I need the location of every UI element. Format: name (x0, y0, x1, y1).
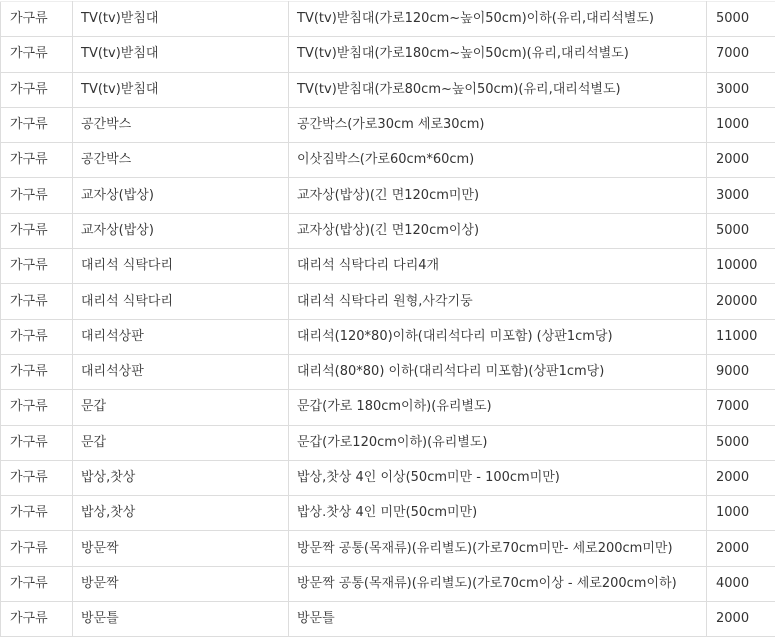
spec-cell: 방문틀 (289, 602, 707, 637)
table-row (1, 213, 775, 248)
fee-cell: 10000 (707, 249, 775, 284)
category-cell: 가구류 (1, 460, 73, 495)
item-name-cell: 대리석 식탁다리 (73, 284, 289, 319)
item-name-cell: 공간박스 (73, 143, 289, 178)
spec-cell: 방문짝 공통(목재류)(유리별도)(가로70cm이상 - 세로200cm이하) (289, 566, 707, 601)
category-cell: 가구류 (1, 143, 73, 178)
fee-cell: 2000 (707, 143, 775, 178)
fee-table-body (1, 2, 775, 637)
fee-cell: 5000 (707, 213, 775, 248)
category-cell: 가구류 (1, 425, 73, 460)
fee-cell: 9000 (707, 354, 775, 389)
table-row (1, 249, 775, 284)
fee-table (0, 1, 775, 637)
table-row (1, 460, 775, 495)
category-cell: 가구류 (1, 284, 73, 319)
item-name-cell: 교자상(밥상) (73, 213, 289, 248)
fee-cell: 3000 (707, 72, 775, 107)
item-name-cell: TV(tv)받침대 (73, 72, 289, 107)
item-name-cell: 공간박스 (73, 107, 289, 142)
item-name-cell: 대리석 식탁다리 (73, 249, 289, 284)
spec-cell: 대리석 식탁다리 원형,사각기둥 (289, 284, 707, 319)
fee-cell: 5000 (707, 425, 775, 460)
item-name-cell: TV(tv)받침대 (73, 37, 289, 72)
fee-cell: 5000 (707, 2, 775, 37)
table-row (1, 2, 775, 37)
spec-cell: 대리석(120*80)이하(대리석다리 미포함) (상판1cm당) (289, 319, 707, 354)
fee-cell: 11000 (707, 319, 775, 354)
table-row (1, 354, 775, 389)
fee-cell: 1000 (707, 107, 775, 142)
category-cell: 가구류 (1, 249, 73, 284)
category-cell: 가구류 (1, 178, 73, 213)
table-row (1, 496, 775, 531)
spec-cell: 이삿짐박스(가로60cm*60cm) (289, 143, 707, 178)
item-name-cell: 문갑 (73, 425, 289, 460)
category-cell: 가구류 (1, 496, 73, 531)
fee-cell: 2000 (707, 531, 775, 566)
spec-cell: 교자상(밥상)(긴 면120cm이상) (289, 213, 707, 248)
table-row (1, 37, 775, 72)
spec-cell: 대리석 식탁다리 다리4개 (289, 249, 707, 284)
category-cell: 가구류 (1, 37, 73, 72)
table-row (1, 602, 775, 637)
fee-cell: 7000 (707, 37, 775, 72)
spec-cell: 밥상.찻상 4인 미만(50cm미만) (289, 496, 707, 531)
spec-cell: TV(tv)받침대(가로180cm~높이50cm)(유리,대리석별도) (289, 37, 707, 72)
spec-cell: 대리석(80*80) 이하(대리석다리 미포함)(상판1cm당) (289, 354, 707, 389)
category-cell: 가구류 (1, 354, 73, 389)
category-cell: 가구류 (1, 319, 73, 354)
item-name-cell: 문갑 (73, 390, 289, 425)
category-cell: 가구류 (1, 531, 73, 566)
table-row (1, 107, 775, 142)
table-row (1, 143, 775, 178)
spec-cell: 교자상(밥상)(긴 면120cm미만) (289, 178, 707, 213)
category-cell: 가구류 (1, 213, 73, 248)
spec-cell: 공간박스(가로30cm 세로30cm) (289, 107, 707, 142)
item-name-cell: 대리석상판 (73, 354, 289, 389)
table-row (1, 284, 775, 319)
item-name-cell: 방문틀 (73, 602, 289, 637)
category-cell: 가구류 (1, 107, 73, 142)
spec-cell: 문갑(가로 180cm이하)(유리별도) (289, 390, 707, 425)
fee-cell: 2000 (707, 602, 775, 637)
spec-cell: 밥상,찻상 4인 이상(50cm미만 - 100cm미만) (289, 460, 707, 495)
table-row (1, 425, 775, 460)
category-cell: 가구류 (1, 602, 73, 637)
category-cell: 가구류 (1, 566, 73, 601)
fee-cell: 1000 (707, 496, 775, 531)
table-row (1, 390, 775, 425)
item-name-cell: 교자상(밥상) (73, 178, 289, 213)
fee-cell: 2000 (707, 460, 775, 495)
spec-cell: 방문짝 공통(목재류)(유리별도)(가로70cm미만- 세로200cm미만) (289, 531, 707, 566)
table-row (1, 319, 775, 354)
fee-cell: 7000 (707, 390, 775, 425)
fee-cell: 3000 (707, 178, 775, 213)
fee-cell: 4000 (707, 566, 775, 601)
table-row (1, 566, 775, 601)
category-cell: 가구류 (1, 390, 73, 425)
fee-cell: 20000 (707, 284, 775, 319)
item-name-cell: 방문짝 (73, 566, 289, 601)
item-name-cell: 대리석상판 (73, 319, 289, 354)
item-name-cell: 방문짝 (73, 531, 289, 566)
item-name-cell: 밥상,찻상 (73, 460, 289, 495)
spec-cell: TV(tv)받침대(가로80cm~높이50cm)(유리,대리석별도) (289, 72, 707, 107)
spec-cell: TV(tv)받침대(가로120cm~높이50cm)이하(유리,대리석별도) (289, 2, 707, 37)
category-cell: 가구류 (1, 2, 73, 37)
table-row (1, 531, 775, 566)
spec-cell: 문갑(가로120cm이하)(유리별도) (289, 425, 707, 460)
category-cell: 가구류 (1, 72, 73, 107)
item-name-cell: TV(tv)받침대 (73, 2, 289, 37)
item-name-cell: 밥상,찻상 (73, 496, 289, 531)
table-row (1, 72, 775, 107)
table-row (1, 178, 775, 213)
